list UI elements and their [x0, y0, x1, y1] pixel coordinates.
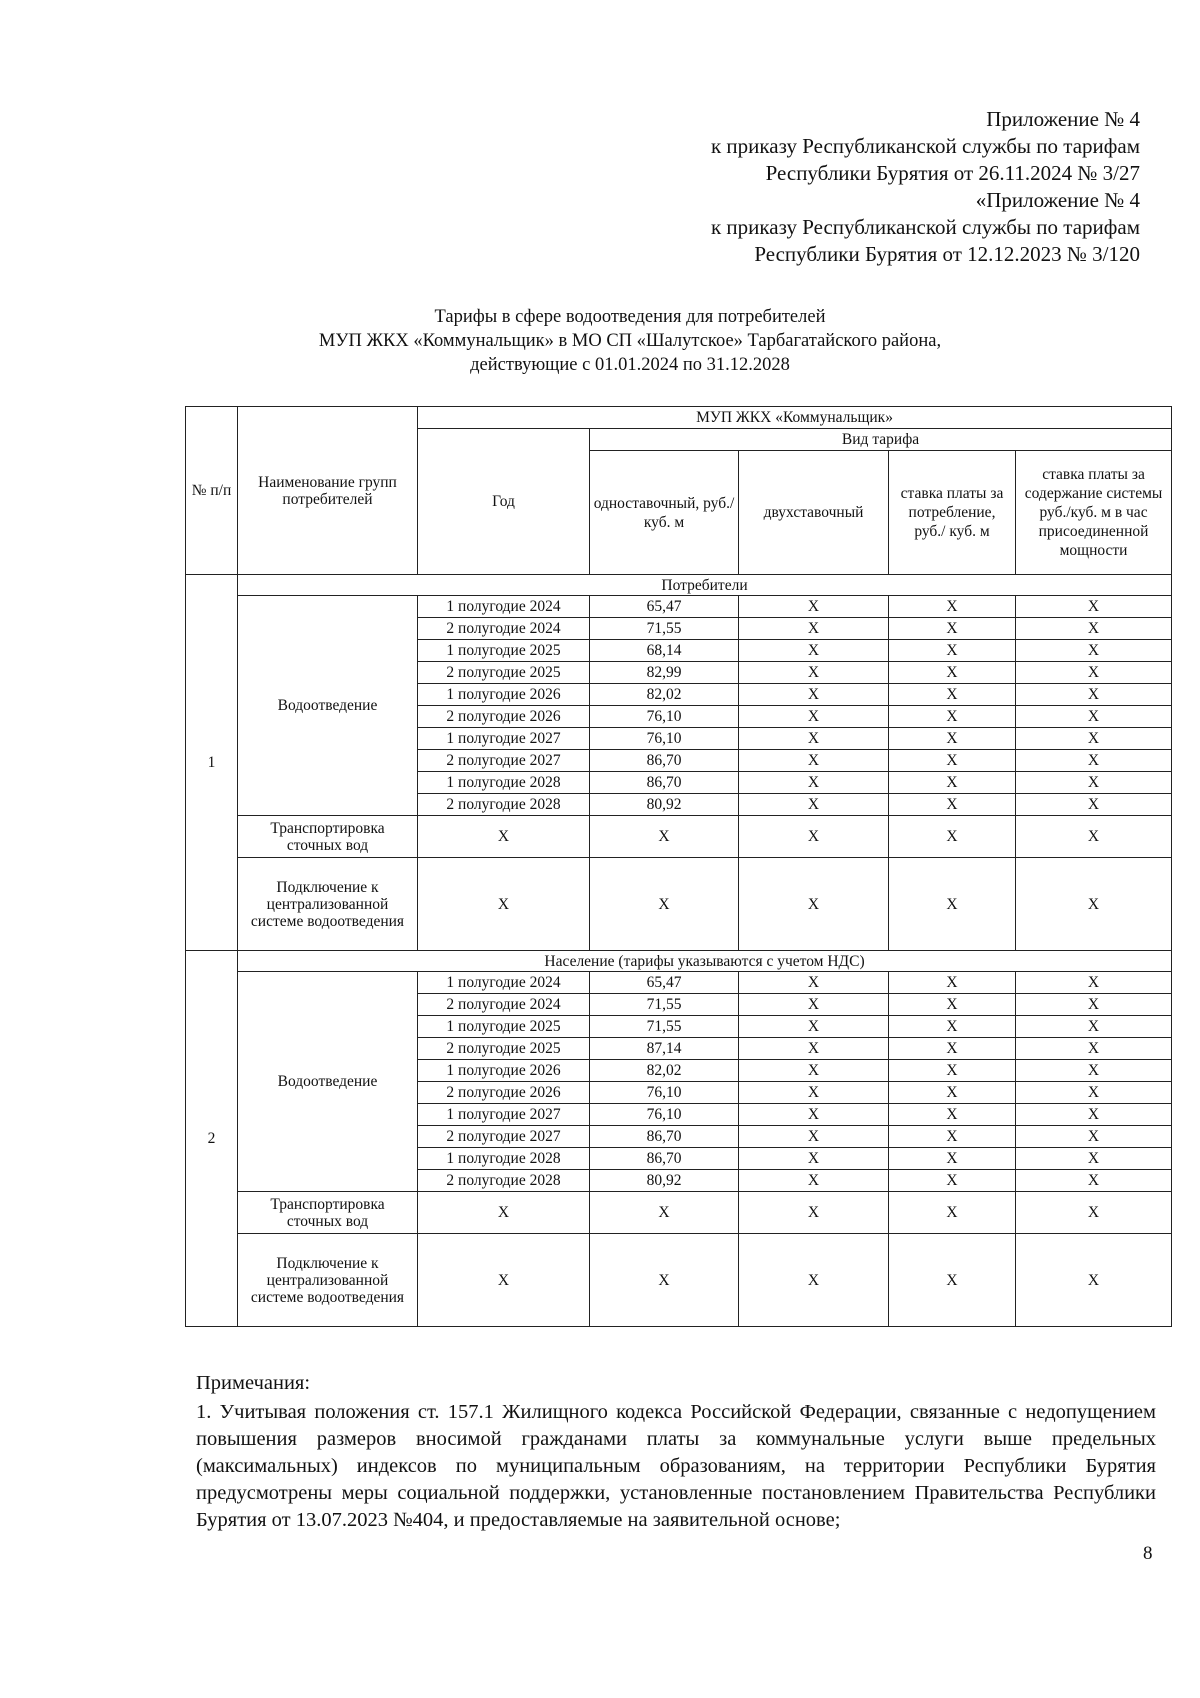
- section-row: [186, 951, 1172, 972]
- header-line: Приложение № 4: [986, 107, 1140, 131]
- x-mark: Х: [739, 596, 889, 618]
- x-mark: Х: [889, 1038, 1016, 1060]
- x-mark: Х: [1016, 816, 1172, 858]
- row-number: 1: [186, 575, 238, 951]
- x-mark: Х: [590, 816, 739, 858]
- x-mark: Х: [739, 662, 889, 684]
- x-mark: Х: [889, 972, 1016, 994]
- x-mark: Х: [1016, 972, 1172, 994]
- tariff-table: [185, 406, 1172, 1327]
- x-mark: Х: [889, 618, 1016, 640]
- header-organization: МУП ЖКХ «Коммунальщик»: [418, 407, 1172, 429]
- header-maintenance-rate: ставка платы за содержание системы руб./куб. м в час присоединенной мощности: [1016, 451, 1172, 575]
- x-mark: Х: [590, 1192, 739, 1234]
- transport-row: [186, 1192, 1172, 1234]
- x-mark: Х: [1016, 1038, 1172, 1060]
- x-mark: Х: [1016, 684, 1172, 706]
- x-mark: Х: [739, 728, 889, 750]
- one-part-value: 82,02: [590, 684, 739, 706]
- header-line: к приказу Республиканской службы по тарифам: [710, 134, 1140, 158]
- x-mark: Х: [739, 640, 889, 662]
- transport-label: Транспортировка сточных вод: [238, 816, 418, 858]
- x-mark: Х: [889, 1234, 1016, 1327]
- x-mark: Х: [739, 684, 889, 706]
- period-cell: 2 полугодие 2026: [418, 706, 590, 728]
- period-cell: 1 полугодие 2028: [418, 772, 590, 794]
- x-mark: Х: [889, 706, 1016, 728]
- x-mark: Х: [889, 1170, 1016, 1192]
- table-row: [186, 972, 1172, 994]
- x-mark: Х: [889, 728, 1016, 750]
- x-mark: Х: [739, 1016, 889, 1038]
- x-mark: Х: [1016, 1148, 1172, 1170]
- x-mark: Х: [889, 662, 1016, 684]
- x-mark: Х: [1016, 706, 1172, 728]
- one-part-value: 71,55: [590, 994, 739, 1016]
- x-mark: Х: [739, 1126, 889, 1148]
- x-mark: Х: [1016, 1082, 1172, 1104]
- x-mark: Х: [739, 706, 889, 728]
- x-mark: Х: [1016, 1126, 1172, 1148]
- one-part-value: 80,92: [590, 794, 739, 816]
- x-mark: Х: [418, 1192, 590, 1234]
- header-two-part: двухставочный: [739, 451, 889, 575]
- x-mark: Х: [739, 794, 889, 816]
- x-mark: Х: [418, 1234, 590, 1327]
- x-mark: Х: [739, 1082, 889, 1104]
- x-mark: Х: [889, 772, 1016, 794]
- period-cell: 2 полугодие 2024: [418, 618, 590, 640]
- x-mark: Х: [889, 640, 1016, 662]
- x-mark: Х: [889, 750, 1016, 772]
- period-cell: 1 полугодие 2027: [418, 1104, 590, 1126]
- x-mark: Х: [739, 1148, 889, 1170]
- title-line: действующие с 01.01.2024 по 31.12.2028: [470, 355, 790, 375]
- x-mark: Х: [739, 994, 889, 1016]
- x-mark: Х: [1016, 1104, 1172, 1126]
- one-part-value: 86,70: [590, 772, 739, 794]
- x-mark: Х: [889, 1126, 1016, 1148]
- period-cell: 2 полугодие 2025: [418, 1038, 590, 1060]
- x-mark: Х: [889, 1060, 1016, 1082]
- appendix-header: [440, 106, 1140, 268]
- x-mark: Х: [739, 1104, 889, 1126]
- x-mark: Х: [1016, 728, 1172, 750]
- x-mark: Х: [739, 772, 889, 794]
- x-mark: Х: [1016, 618, 1172, 640]
- one-part-value: 76,10: [590, 728, 739, 750]
- header-line: «Приложение № 4: [975, 188, 1140, 212]
- one-part-value: 82,99: [590, 662, 739, 684]
- one-part-value: 71,55: [590, 1016, 739, 1038]
- x-mark: Х: [889, 1104, 1016, 1126]
- x-mark: Х: [1016, 794, 1172, 816]
- header-tariff-type: Вид тарифа: [590, 429, 1172, 451]
- title-line: МУП ЖКХ «Коммунальщик» в МО СП «Шалутское» Тарбагатайского района,: [318, 331, 942, 351]
- section-label: Потребители: [238, 575, 1172, 596]
- x-mark: Х: [739, 1192, 889, 1234]
- x-mark: Х: [889, 1148, 1016, 1170]
- x-mark: Х: [1016, 750, 1172, 772]
- x-mark: Х: [739, 1060, 889, 1082]
- x-mark: Х: [1016, 640, 1172, 662]
- one-part-value: 76,10: [590, 706, 739, 728]
- x-mark: Х: [889, 816, 1016, 858]
- x-mark: Х: [889, 994, 1016, 1016]
- title-line: Тарифы в сфере водоотведения для потребителей: [434, 307, 826, 327]
- one-part-value: 68,14: [590, 640, 739, 662]
- table-row: [186, 596, 1172, 618]
- x-mark: Х: [889, 1082, 1016, 1104]
- x-mark: Х: [1016, 1060, 1172, 1082]
- one-part-value: 87,14: [590, 1038, 739, 1060]
- x-mark: Х: [418, 816, 590, 858]
- service-name: Водоотведение: [238, 972, 418, 1192]
- header-line: Республики Бурятия от 12.12.2023 № 3/120: [754, 242, 1140, 266]
- x-mark: Х: [889, 794, 1016, 816]
- x-mark: Х: [1016, 994, 1172, 1016]
- x-mark: Х: [739, 1038, 889, 1060]
- document-title: [180, 305, 1080, 377]
- x-mark: Х: [1016, 858, 1172, 951]
- period-cell: 1 полугодие 2027: [418, 728, 590, 750]
- x-mark: Х: [889, 596, 1016, 618]
- x-mark: Х: [1016, 1234, 1172, 1327]
- notes-text: 1. Учитывая положения ст. 157.1 Жилищного кодекса Российской Федерации, связанные с недопущением повышения размеров вносимой гражданами платы за коммунальные услуги выше предельных (максимальных) индексов по муниципальным образованиям, на территории Республики Бурятия предусмотрены меры социальной поддержки, установленные постановлением Правительства Республики Бурятия от 13.07.2023 №404, и предоставляемые на заявительной основе;: [196, 1401, 1156, 1531]
- period-cell: 2 полугодие 2028: [418, 794, 590, 816]
- row-number: 2: [186, 951, 238, 1327]
- x-mark: Х: [739, 618, 889, 640]
- x-mark: Х: [418, 858, 590, 951]
- x-mark: Х: [889, 684, 1016, 706]
- one-part-value: 86,70: [590, 1126, 739, 1148]
- header-group: Наименование групп потребителей: [238, 407, 418, 575]
- section-row: [186, 575, 1172, 596]
- page-number: 8: [1143, 1543, 1153, 1564]
- x-mark: Х: [739, 750, 889, 772]
- header-num: № п/п: [186, 407, 238, 575]
- connection-label: Подключение к централизованной системе водоотведения: [238, 858, 418, 951]
- one-part-value: 65,47: [590, 596, 739, 618]
- x-mark: Х: [889, 1016, 1016, 1038]
- x-mark: Х: [739, 1170, 889, 1192]
- service-name: Водоотведение: [238, 596, 418, 816]
- one-part-value: 86,70: [590, 1148, 739, 1170]
- period-cell: 2 полугодие 2028: [418, 1170, 590, 1192]
- x-mark: Х: [889, 1192, 1016, 1234]
- transport-label: Транспортировка сточных вод: [238, 1192, 418, 1234]
- period-cell: 1 полугодие 2025: [418, 1016, 590, 1038]
- header-line: к приказу Республиканской службы по тарифам: [710, 215, 1140, 239]
- period-cell: 2 полугодие 2024: [418, 994, 590, 1016]
- x-mark: Х: [739, 1234, 889, 1327]
- x-mark: Х: [889, 858, 1016, 951]
- x-mark: Х: [1016, 662, 1172, 684]
- x-mark: Х: [739, 972, 889, 994]
- one-part-value: 76,10: [590, 1082, 739, 1104]
- one-part-value: 82,02: [590, 1060, 739, 1082]
- one-part-value: 65,47: [590, 972, 739, 994]
- x-mark: Х: [1016, 1170, 1172, 1192]
- period-cell: 2 полугодие 2026: [418, 1082, 590, 1104]
- connection-row: [186, 858, 1172, 951]
- x-mark: Х: [739, 858, 889, 951]
- x-mark: Х: [739, 816, 889, 858]
- period-cell: 2 полугодие 2027: [418, 1126, 590, 1148]
- one-part-value: 76,10: [590, 1104, 739, 1126]
- x-mark: Х: [590, 1234, 739, 1327]
- header-line: Республики Бурятия от 26.11.2024 № 3/27: [765, 161, 1140, 185]
- notes-section: [196, 1370, 1156, 1534]
- connection-row: [186, 1234, 1172, 1327]
- header-year: Год: [418, 429, 590, 575]
- x-mark: Х: [1016, 772, 1172, 794]
- period-cell: 1 полугодие 2026: [418, 1060, 590, 1082]
- transport-row: [186, 816, 1172, 858]
- period-cell: 2 полугодие 2025: [418, 662, 590, 684]
- connection-label: Подключение к централизованной системе водоотведения: [238, 1234, 418, 1327]
- x-mark: Х: [1016, 1016, 1172, 1038]
- period-cell: 1 полугодие 2024: [418, 972, 590, 994]
- period-cell: 1 полугодие 2024: [418, 596, 590, 618]
- header-consumption-rate: ставка платы за потребление, руб./ куб. м: [889, 451, 1016, 575]
- period-cell: 1 полугодие 2028: [418, 1148, 590, 1170]
- one-part-value: 80,92: [590, 1170, 739, 1192]
- period-cell: 1 полугодие 2026: [418, 684, 590, 706]
- period-cell: 2 полугодие 2027: [418, 750, 590, 772]
- x-mark: Х: [1016, 596, 1172, 618]
- x-mark: Х: [590, 858, 739, 951]
- notes-title: Примечания:: [196, 1372, 311, 1394]
- section-label: Население (тарифы указываются с учетом НДС): [238, 951, 1172, 972]
- x-mark: Х: [1016, 1192, 1172, 1234]
- period-cell: 1 полугодие 2025: [418, 640, 590, 662]
- header-one-part: одноставочный, руб./ куб. м: [590, 451, 739, 575]
- one-part-value: 86,70: [590, 750, 739, 772]
- one-part-value: 71,55: [590, 618, 739, 640]
